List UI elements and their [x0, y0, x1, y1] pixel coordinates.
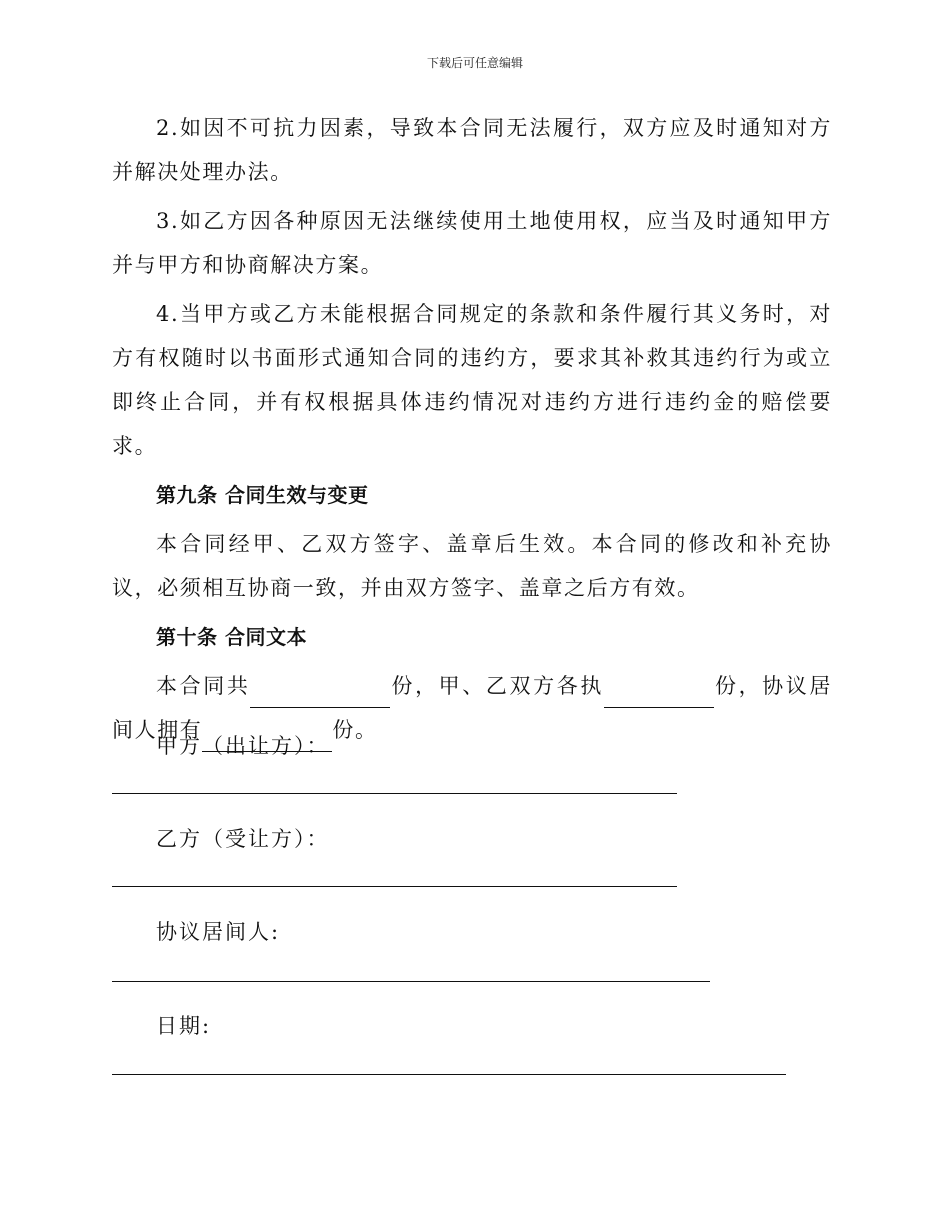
broker-signature-line[interactable] — [112, 981, 710, 982]
total-copies-blank[interactable] — [250, 683, 390, 708]
article-9-heading: 第九条 合同生效与变更 — [156, 483, 369, 507]
article-10-heading: 第十条 合同文本 — [156, 625, 307, 649]
party-b-label: 乙方（受让方）： — [156, 827, 330, 851]
party-copies-blank[interactable] — [604, 683, 714, 708]
party-a-signature-line[interactable] — [112, 793, 677, 794]
clause-3: 3.如乙方因各种原因无法继续使用土地使用权，应当及时通知甲方并与甲方和协商解决方案。 — [112, 209, 832, 277]
party-b-signature-line[interactable] — [112, 886, 677, 887]
date-label: 日期: — [156, 1014, 212, 1038]
copies-text-2: 份，甲、乙双方各执 — [390, 674, 604, 698]
copies-text-1: 本合同共 — [156, 674, 251, 698]
party-a-label: 甲方（出让方）： — [156, 734, 330, 758]
broker-label: 协议居间人: — [156, 920, 281, 944]
date-line[interactable] — [112, 1074, 786, 1075]
article-9-body: 本合同经甲、乙双方签字、盖章后生效。本合同的修改和补充协议，必须相互协商一致，并由双方签字、盖章之后方有效。 — [112, 532, 832, 600]
clause-2: 2.如因不可抗力因素，导致本合同无法履行，双方应及时通知对方并解决处理办法。 — [112, 116, 832, 184]
copies-text-4: 份。 — [332, 718, 378, 742]
document-body — [112, 106, 832, 757]
copies-text-3: 份，协议居间人拥有 — [112, 674, 833, 742]
clause-4: 4.当甲方或乙方未能根据合同规定的条款和条件履行其义务时，对方有权随时以书面形式通知合同的违约方，要求其补救其违约行为或立即终止合同，并有权根据具体违约情况对违约方进行违约金的赔偿要求。 — [112, 302, 832, 458]
page-header: 下载后可任意编辑 — [426, 56, 523, 70]
